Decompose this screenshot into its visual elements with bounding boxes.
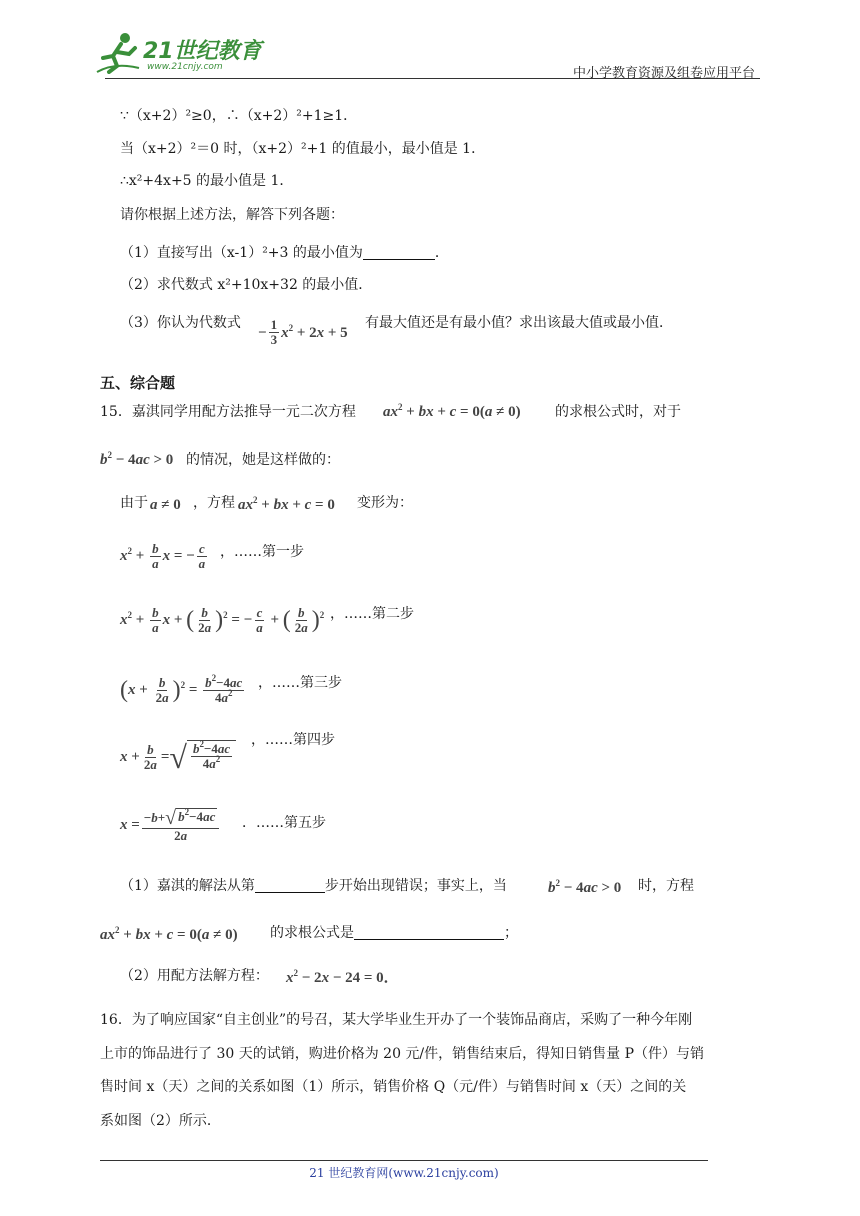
- answer-blank-formula[interactable]: [354, 925, 504, 940]
- math-a-nonzero: a ≠ 0: [150, 497, 181, 513]
- question-1: [120, 243, 449, 263]
- step-4-label: ，……第四步: [251, 732, 335, 748]
- q15-sub2: （2）用配方法解方程：: [120, 968, 269, 984]
- q15-intro-b: 的求根公式时，对于: [555, 404, 681, 420]
- question-3-text: 有最大值还是有最小值？求出该最大值或最小值．: [365, 315, 673, 331]
- step0-a: 由于: [120, 495, 148, 511]
- text-line-4: 请你根据上述方法，解答下列各题：: [120, 207, 344, 223]
- math-step-4: x + $\frac{b}{2a}$ = √ $\frac{b^2-4ac}{4a^2}$: [120, 740, 236, 774]
- math-step-2: $x^2$ + $\frac{b}{a}$ x + ( $\frac{b}{2a}$ )$^2$ = − $\frac{c}{a}$ + ( $\frac{b}{2a}$ )$^2$: [120, 605, 325, 635]
- q16-line-3: 售时间 x（天）之间的关系如图（1）所示，销售价格 Q（元/件）与销售时间 x（天）之间的关: [100, 1079, 687, 1095]
- step0-b: ，方程: [193, 495, 235, 511]
- logo-text: 21世纪教育: [143, 39, 262, 64]
- answer-blank-1[interactable]: [363, 245, 435, 260]
- step0-c: 变形为：: [357, 495, 413, 511]
- q15-intro-a: 15．嘉淇同学用配方法推导一元二次方程: [100, 404, 356, 420]
- step-3-label: ，……第三步: [258, 675, 342, 691]
- header-rule: [105, 78, 760, 79]
- step-5-label: ．……第五步: [242, 815, 326, 831]
- text-line-1: ∵（x+2）²≥0，∴（x+2）²+1≥1．: [120, 108, 358, 124]
- step-1-label: ，……第一步: [220, 544, 304, 560]
- math-general-equation: $ax^2$ + bx + c = 0(a ≠ 0): [383, 402, 521, 420]
- math-equation-step0: $ax^2$ + bx + c = 0: [238, 495, 335, 513]
- footer-text[interactable]: 21 世纪教育网(www.21cnjy.com): [309, 1166, 499, 1180]
- math-general-equation-2: $ax^2$ + bx + c = 0(a ≠ 0): [100, 925, 238, 943]
- q15-sub1-a: [120, 876, 507, 896]
- question-3-label: （3）你认为代数式: [120, 315, 241, 331]
- math-step-5: x = − b + √ $b^2-4ac$ 2a: [120, 808, 221, 843]
- math-discriminant-2: $b^2 - 4ac > 0$: [548, 878, 622, 896]
- text-line-3: ∴x²+4x+5 的最小值是 1．: [120, 173, 294, 189]
- math-step-1: $x^2$ + $\frac{b}{a}$ x = − $\frac{c}{a}$: [120, 541, 206, 571]
- math-expression-quadratic: − $\frac{1}{3}$ $x^2 + 2x + 5$: [258, 317, 348, 347]
- math-sub2-equation: $x^2 - 2x - 24 = 0$．: [286, 968, 399, 986]
- math-step-3: (x + $\frac{b}{2a}$ )$^2$ = $\frac{b^2-4ac}{4a^2}$: [120, 673, 243, 705]
- logo-runner-icon: [95, 32, 141, 74]
- header-right-text: 中小学教育资源及组卷应用平台: [572, 66, 755, 81]
- q15-intro-c: 的情况，她是这样做的：: [186, 452, 340, 468]
- q15-sub1-text-d: 的求根公式是: [270, 925, 354, 941]
- q15-sub1-text-e: ；: [504, 925, 518, 941]
- q15-sub1-text-b: 步开始出现错误；事实上，当: [324, 878, 507, 894]
- footer-rule: [100, 1160, 708, 1161]
- q16-line-4: 系如图（2）所示．: [100, 1113, 221, 1129]
- text-line-2: 当（x+2）²＝0 时，（x+2）²+1 的值最小，最小值是 1．: [120, 141, 486, 157]
- step-2-label: ，……第二步: [330, 606, 414, 622]
- section-title: 五、综合题: [100, 374, 176, 392]
- q15-sub1-d: [270, 923, 518, 943]
- math-discriminant-positive: $b^2 - 4ac > 0$: [100, 450, 174, 468]
- logo-url: www.21cnjy.com: [147, 62, 223, 72]
- question-2: （2）求代数式 x²+10x+32 的最小值．: [120, 277, 373, 293]
- question-1-text: （1）直接写出（x-1）²+3 的最小值为: [120, 245, 363, 261]
- q16-line-1: 16．为了响应国家“自主创业”的号召，某大学毕业生开办了一个装饰品商店，采购了一种今年刚: [100, 1012, 693, 1028]
- header: [95, 28, 760, 80]
- question-1-end: ．: [434, 245, 449, 261]
- q15-sub1-c: 时，方程: [638, 878, 694, 894]
- q15-sub1-text-a: （1）嘉淇的解法从第: [120, 878, 255, 894]
- q16-line-2: 上市的饰品进行了 30 天的试销，购进价格为 20 元/件，销售结束后，得知日销售量 P（件）与销: [100, 1046, 705, 1062]
- answer-blank-step[interactable]: [255, 878, 325, 893]
